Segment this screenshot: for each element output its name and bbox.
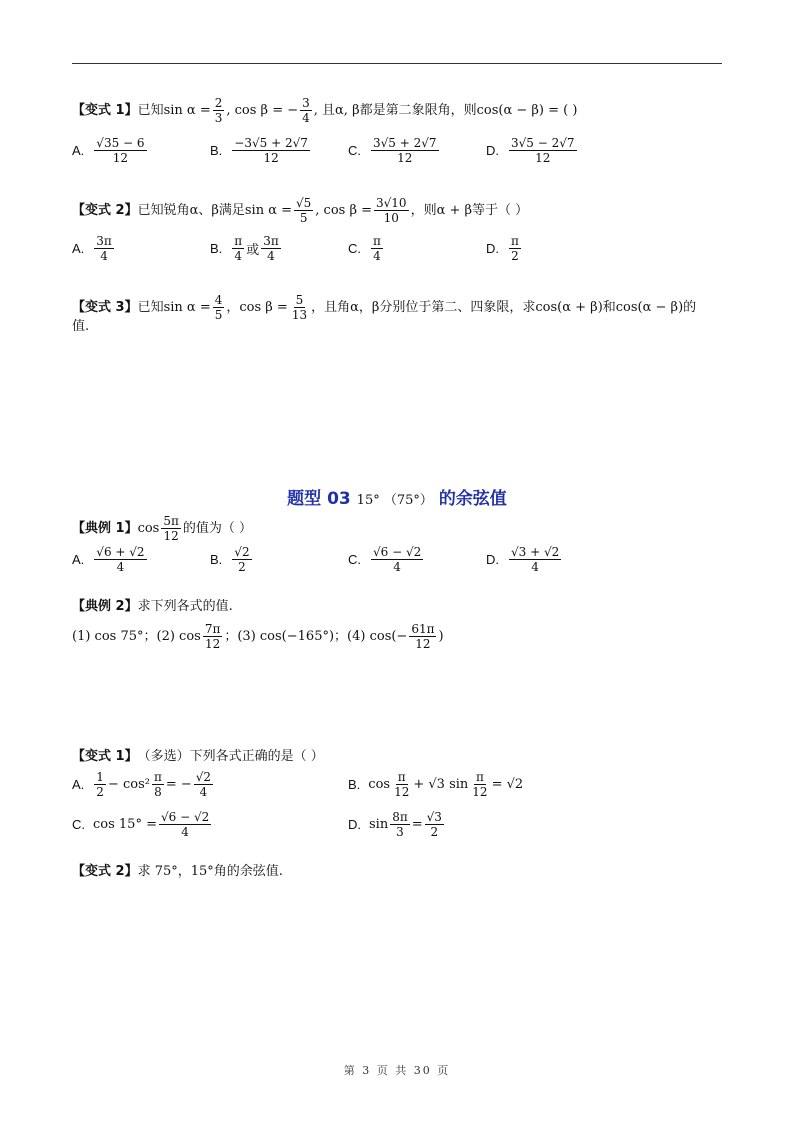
option-a[interactable]: A. $\frac{1}{2}$ − cos² $\frac{\pi}{8}$ = − $\frac{√2}{4}$ (72, 770, 212, 799)
section-title: 题型 03 15° （75°） 的余弦值 (287, 489, 507, 509)
option-d[interactable]: D. sin $\frac{8\pi}{3}$ = $\frac{√3}{2}$ (348, 810, 442, 839)
example-2-parts: (1) cos 75°；(2) cos $\frac{7\pi}{12}$ ；(3) cos(−165°)；(4) cos(− $\frac{61\pi}{12}$ ) (72, 622, 444, 651)
option-b[interactable]: B. $\frac{√2}{2}$ (210, 545, 250, 574)
option-a[interactable]: A. $\frac{√6 + √2}{4}$ (72, 545, 145, 574)
question-tag: 【变式 1】 (72, 749, 138, 764)
fraction: $\frac{4}{5}$ (214, 293, 223, 322)
question-tag: 【典例 1】 (72, 520, 138, 536)
fraction: $\frac{5}{13}$ (291, 293, 308, 322)
option-c[interactable]: C. $\frac{3√5 + 2√7}{12}$ (348, 136, 437, 165)
option-c[interactable]: C. $\frac{\pi}{4}$ (348, 234, 381, 263)
example-1-stem: 【典例 1】 cos $\frac{5\pi}{12}$ 的值为（ ） (72, 514, 253, 543)
fraction: $\frac{7\pi}{12}$ (204, 622, 221, 651)
option-a[interactable]: A. $\frac{3\pi}{4}$ (72, 234, 112, 263)
question-tag: 【变式 2】 (72, 202, 138, 218)
question-tag: 【变式 1】 (72, 102, 138, 118)
fraction: $\frac{2}{3}$ (214, 96, 223, 125)
question-tag: 【变式 2】 (72, 864, 138, 879)
question-tag: 【典例 2】 (72, 599, 138, 614)
option-b[interactable]: B. $\frac{-3√5 + 2√7}{12}$ (210, 136, 308, 165)
option-c[interactable]: C. $\frac{√6 - √2}{4}$ (348, 545, 422, 574)
option-b[interactable]: B. $\frac{\pi}{4}$ 或 $\frac{3\pi}{4}$ (210, 234, 279, 263)
page-footer: 第 3 页 共 30 页 (343, 1064, 451, 1077)
option-d[interactable]: D. $\frac{3√5 - 2√7}{12}$ (486, 136, 575, 165)
fraction: $\frac{3}{4}$ (302, 96, 310, 125)
option-a[interactable]: A. $\frac{√35 - 6}{12}$ (72, 136, 145, 165)
header-rule (72, 63, 722, 64)
variant-4-stem: 【变式 1】 （多选）下列各式正确的是（ ） (72, 749, 324, 764)
option-d[interactable]: D. $\frac{\pi}{2}$ (486, 234, 519, 263)
variant-2-stem: 【变式 2】 已知锐角α、β满足sin α = $\frac{√5}{5}$ , cos β = $\frac{3√10}{10}$ ，则α + β等于（ ） (72, 196, 529, 225)
option-c[interactable]: C. cos 15° = $\frac{√6 - √2}{4}$ (72, 810, 210, 839)
variant-3-line2: 值. (72, 319, 90, 334)
variant-3-stem: 【变式 3】 已知sin α = $\frac{4}{5}$ ，cos β = $\frac{5}{13}$ ，且角α，β分别位于第二、四象限，求cos(α + β)和cos(α − β)的 (72, 293, 697, 322)
fraction: $\frac{5\pi}{12}$ (163, 514, 179, 543)
fraction: $\frac{61\pi}{12}$ (411, 622, 435, 651)
question-tag: 【变式 3】 (72, 299, 138, 315)
fraction: $\frac{√5}{5}$ (296, 196, 312, 225)
option-d[interactable]: D. $\frac{√3 + √2}{4}$ (486, 545, 560, 574)
example-2-stem: 【典例 2】 求下列各式的值. (72, 599, 233, 614)
variant-1-stem: 【变式 1】 已知 sin α = $\frac{2}{3}$ , cos β = − $\frac{3}{4}$ , 且α, β都是第二象限角，则cos(α − β) = ( ) (72, 96, 578, 125)
fraction: $\frac{3√10}{10}$ (376, 196, 407, 225)
option-b[interactable]: B. cos $\frac{\pi}{12}$ + √3 sin $\frac{\pi}{12}$ = √2 (348, 770, 524, 799)
variant-5-stem: 【变式 2】 求 75°，15°角的余弦值. (72, 864, 283, 879)
